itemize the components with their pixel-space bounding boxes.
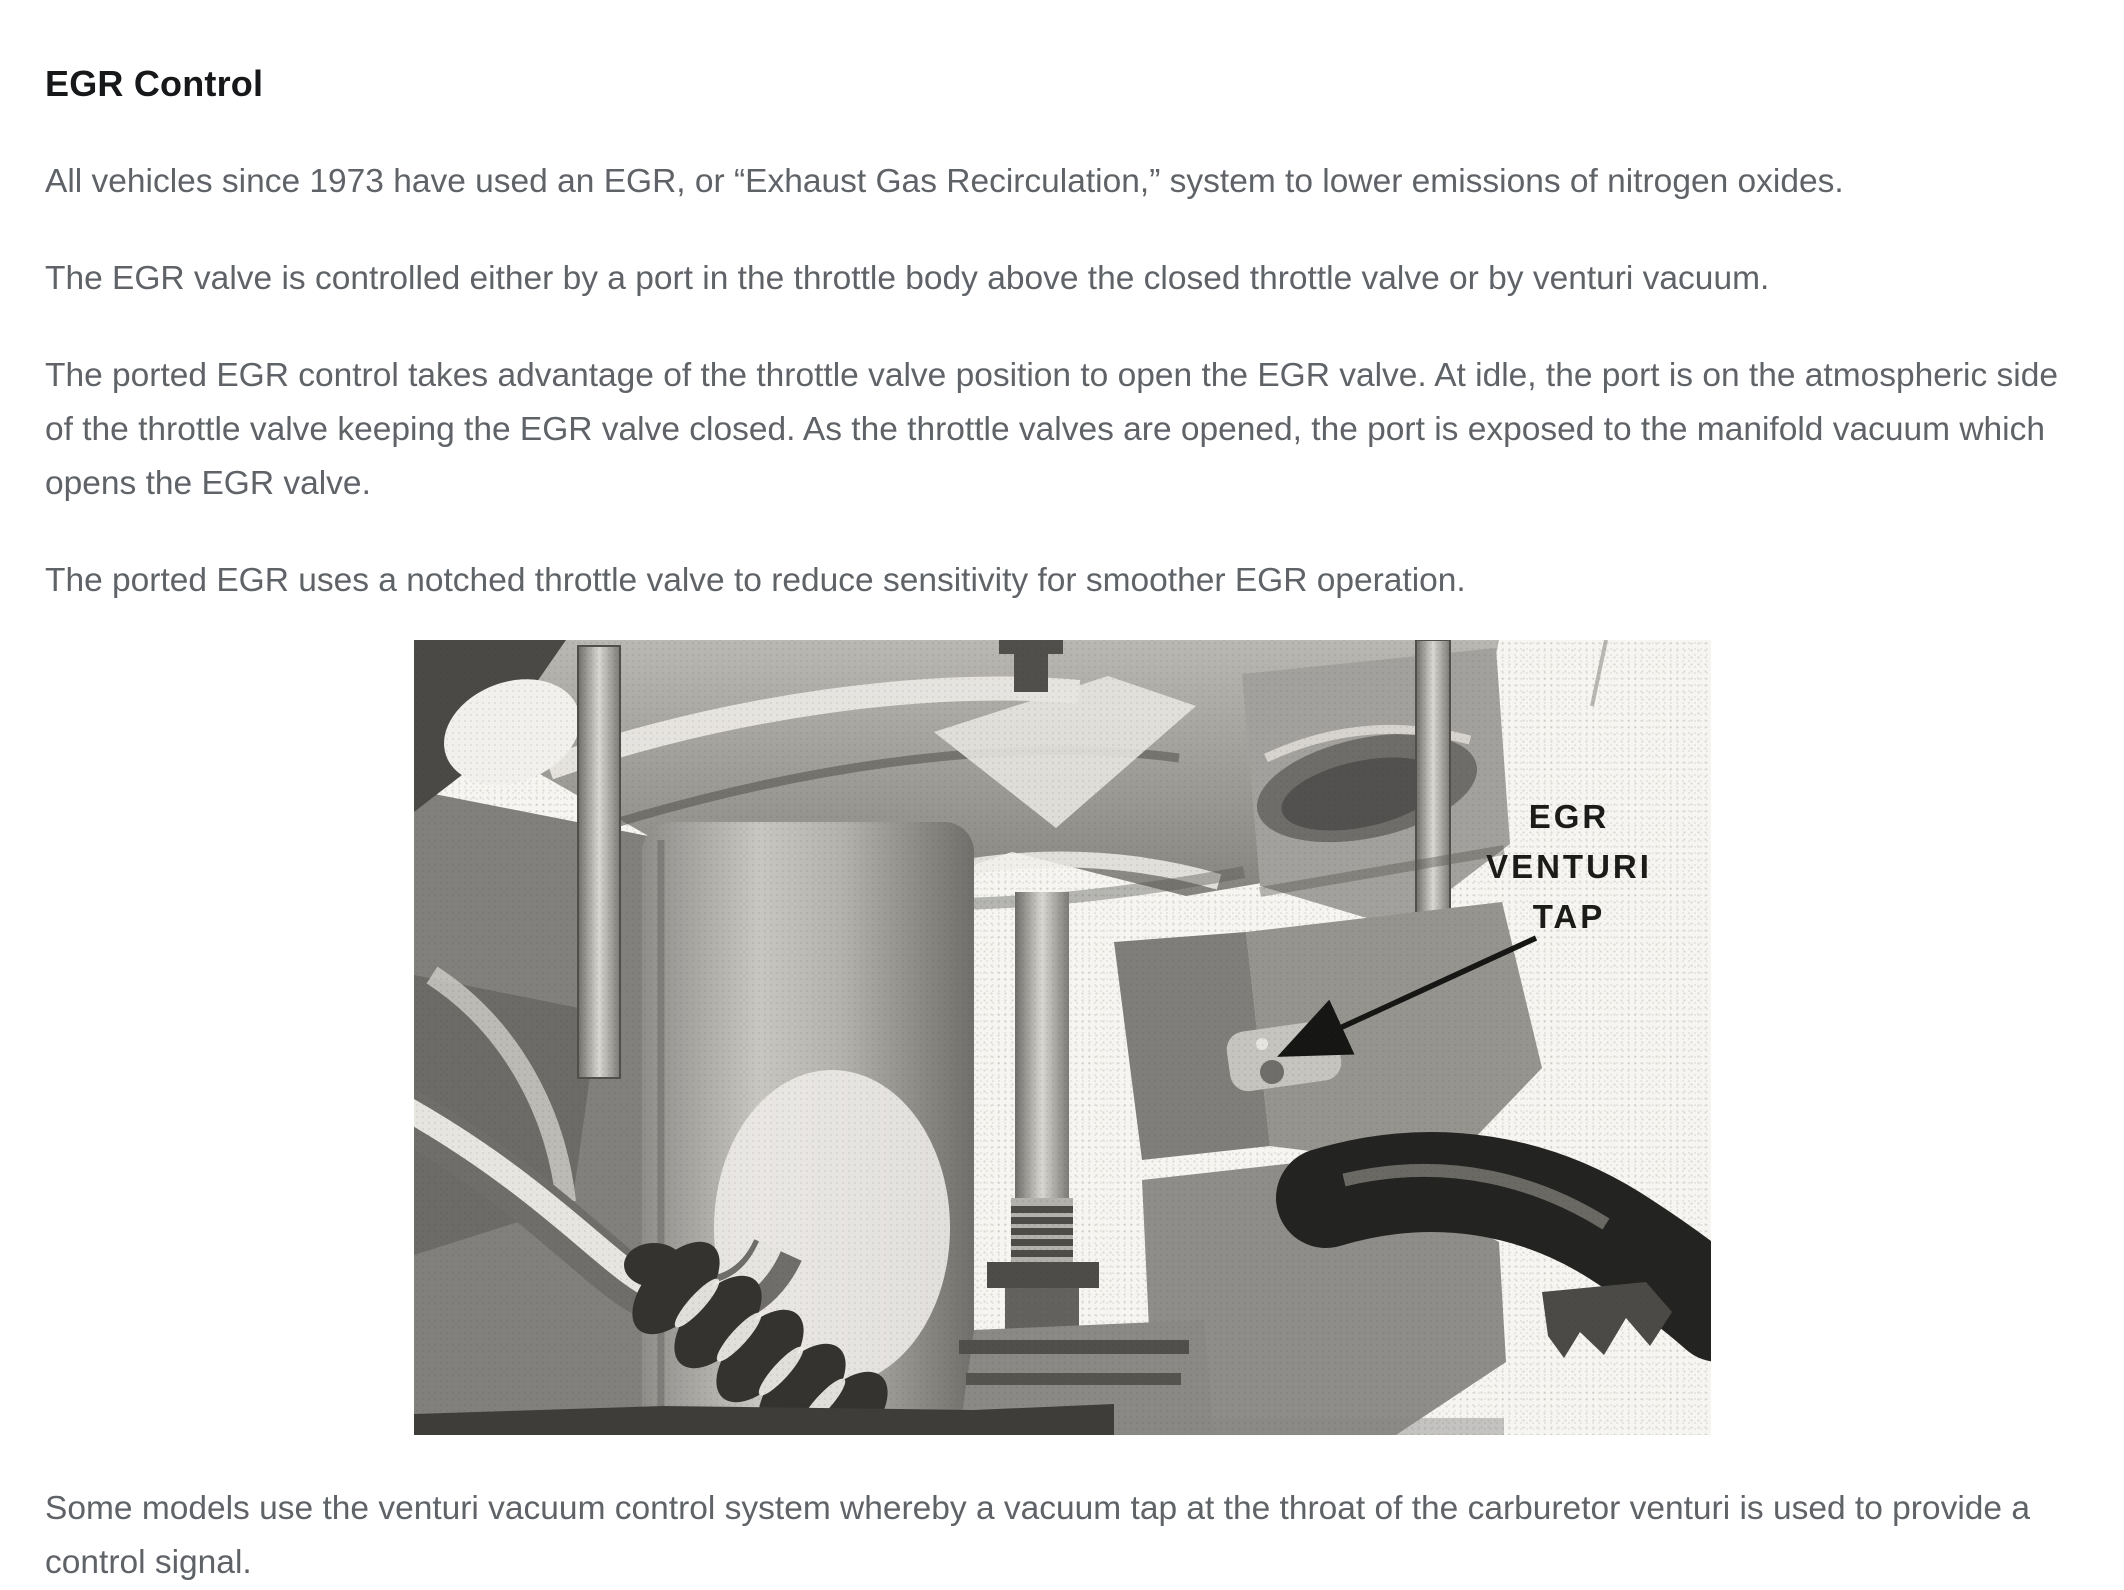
page-title: EGR Control	[45, 63, 264, 104]
paragraph	[45, 1482, 2079, 1590]
text-line: All vehicles since 1973 have used an EGR, or “Exhaust Gas Recirculation,” system to lower emissions of nitrogen oxides.	[45, 163, 1844, 200]
text-line: The ported EGR control takes advantage of the throttle valve position to open the EGR valve. At idle, the port is on the atmospheric side	[45, 357, 2059, 394]
text-line: control signal.	[45, 1544, 252, 1581]
paragraph	[45, 252, 2079, 306]
egr-label-line-3: TAP	[1532, 898, 1605, 935]
paragraph	[45, 349, 2079, 511]
carburetor-photo-figure	[414, 640, 1711, 1435]
carburetor-photo	[414, 640, 1711, 1435]
halftone-overlay	[414, 640, 1711, 1435]
paragraph	[45, 155, 2079, 209]
text-line: The EGR valve is controlled either by a port in the throttle body above the closed throttle valve or by venturi vacuum.	[45, 260, 1770, 297]
egr-label-line-2: VENTURI	[1485, 848, 1652, 885]
text-line: Some models use the venturi vacuum control system whereby a vacuum tap at the throat of the carburetor venturi is used to provide a	[45, 1490, 2030, 1527]
egr-label-line-1: EGR	[1528, 798, 1609, 835]
paragraph	[45, 554, 2079, 608]
text-line: opens the EGR valve.	[45, 465, 371, 502]
text-line: The ported EGR uses a notched throttle valve to reduce sensitivity for smoother EGR operation.	[45, 562, 1466, 599]
text-line: of the throttle valve keeping the EGR valve closed. As the throttle valves are opened, the port is exposed to the manifold vacuum which	[45, 411, 2045, 448]
